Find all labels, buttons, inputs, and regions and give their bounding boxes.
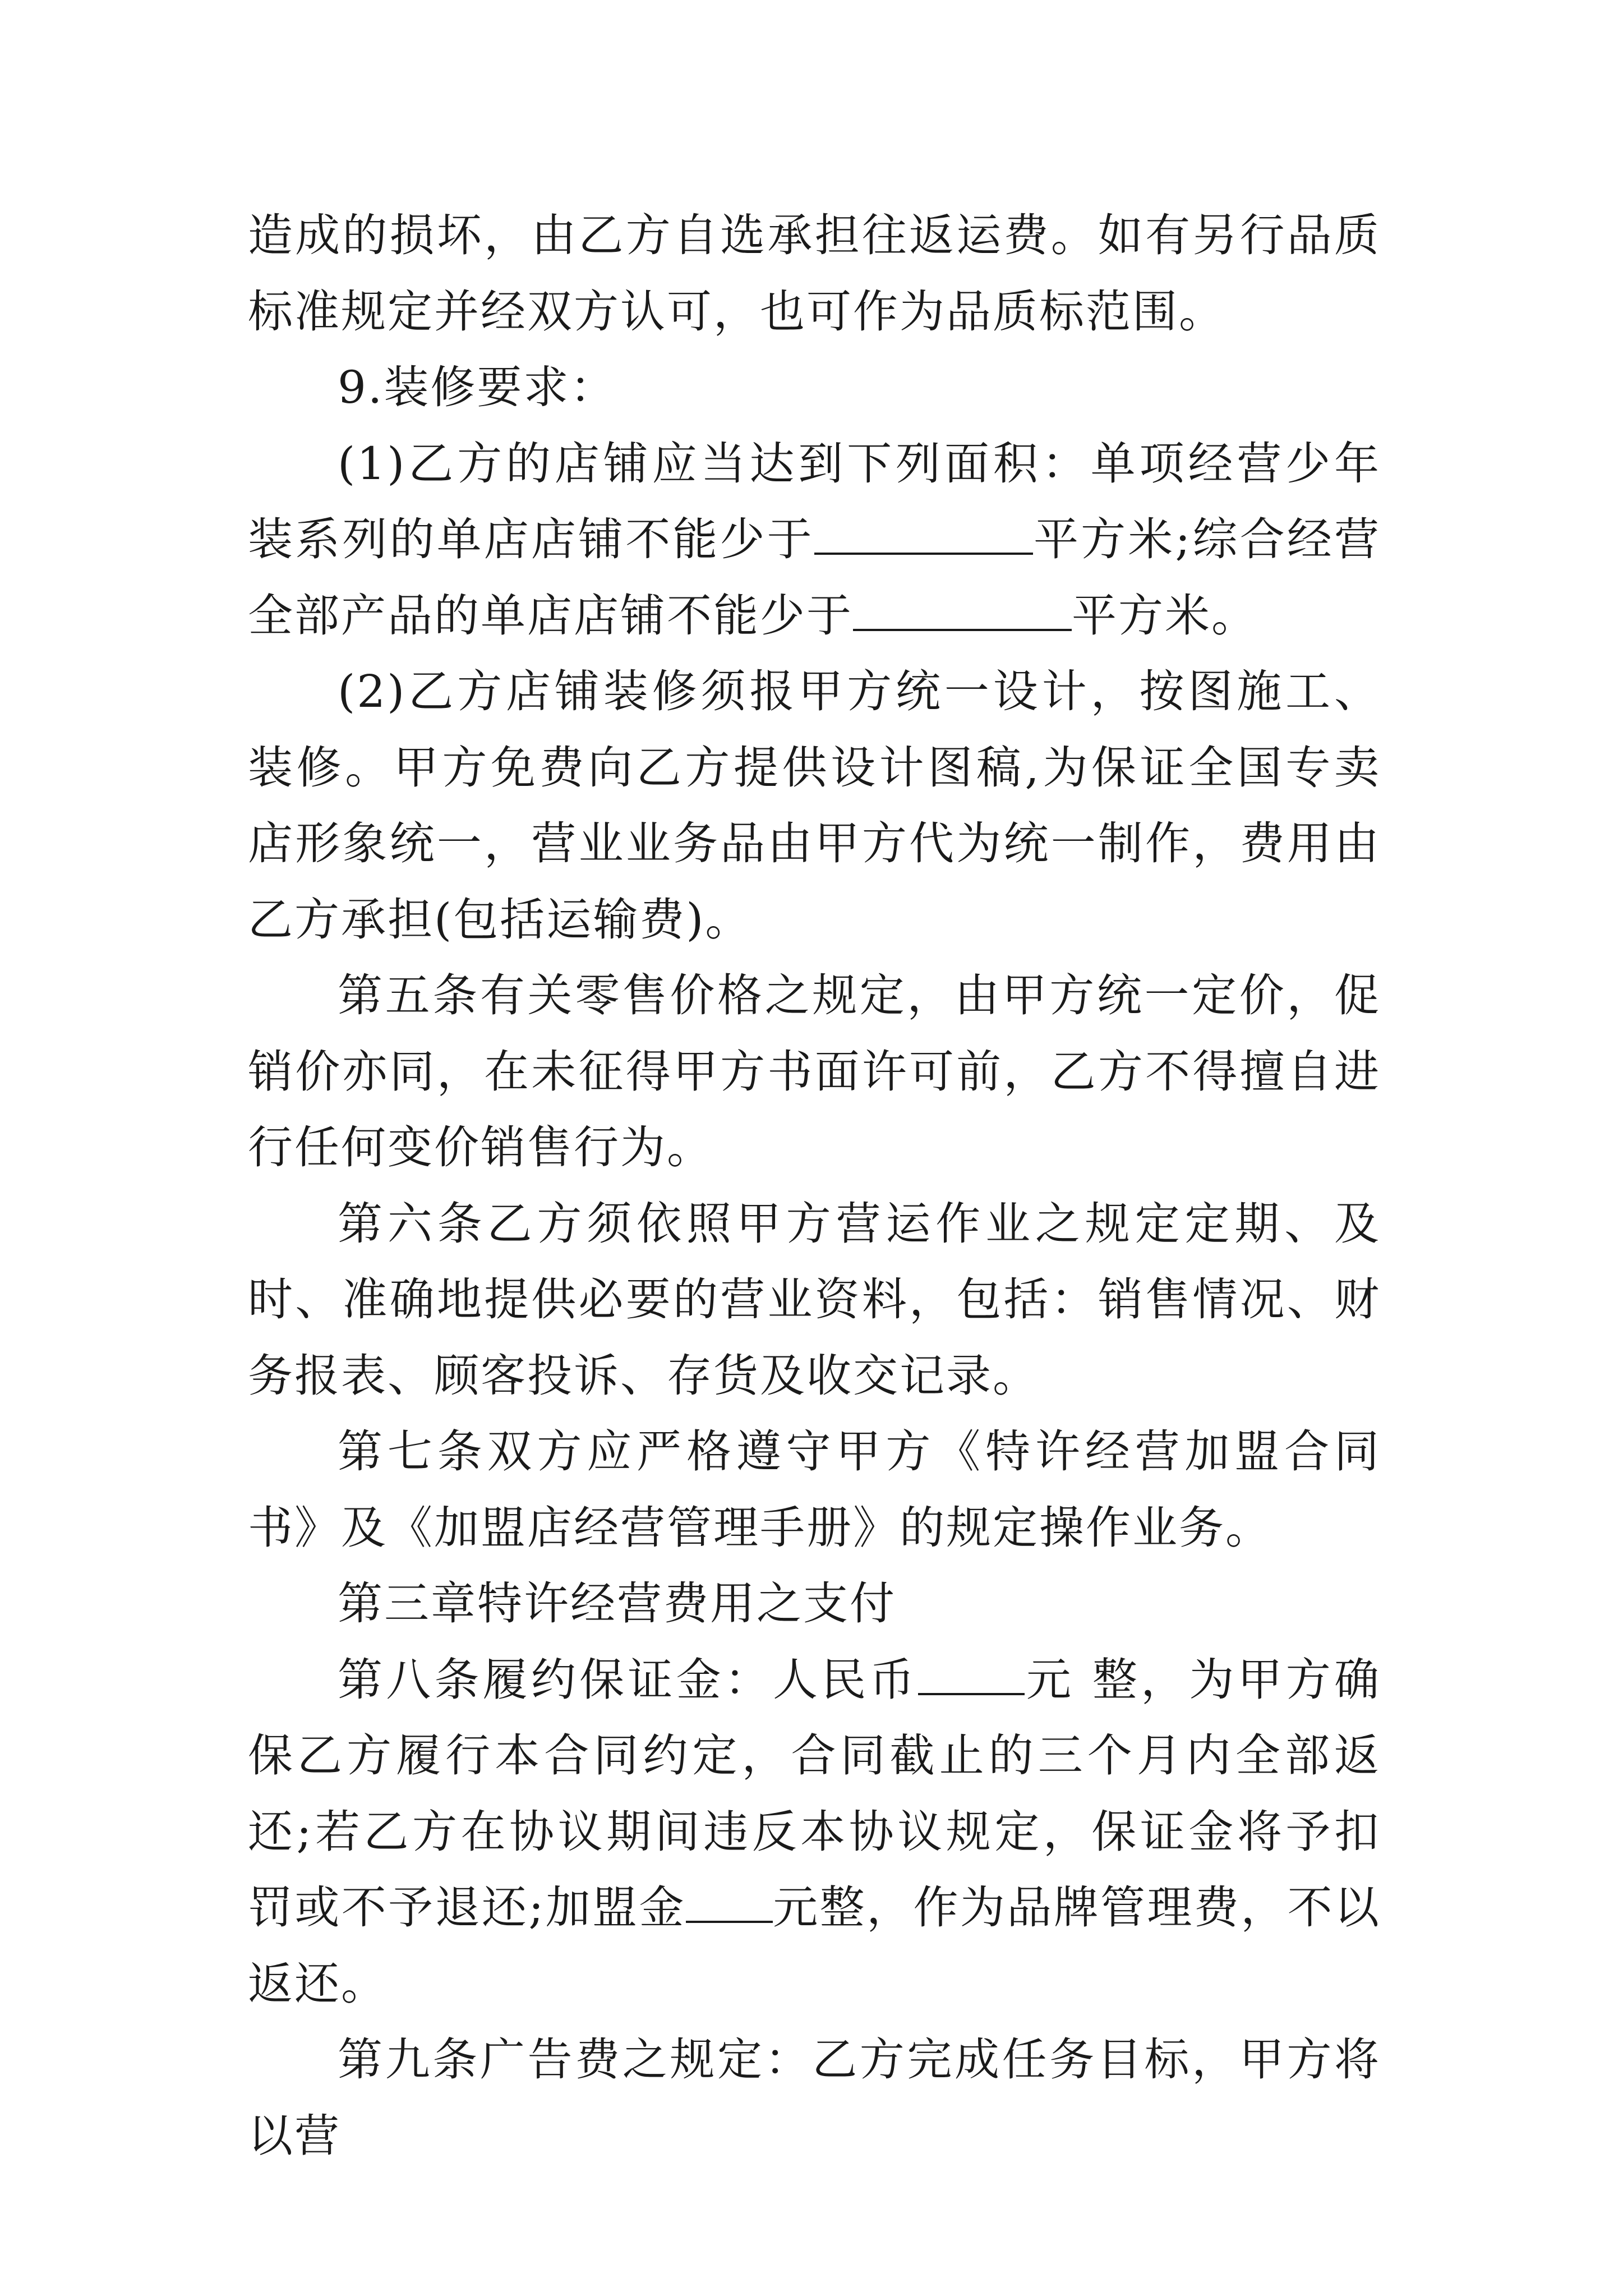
paragraph-text: 元整，作为品牌管理费，不以返还。 <box>248 1881 1381 2010</box>
paragraph-text: 第五条有关零售价格之规定，由甲方统一定价，促销价亦同，在未征得甲方书面许可前，乙方不得擅自进行任何变价销售行为。 <box>248 969 1381 1174</box>
paragraph <box>248 426 1381 654</box>
paragraph <box>248 958 1381 1186</box>
paragraph-text: 第七条双方应严格遵守甲方《特许经营加盟合同书》及《加盟店经营管理手册》的规定操作业务。 <box>248 1425 1381 1554</box>
paragraph-text: 造成的损坏，由乙方自选承担往返运费。如有另行品质标准规定并经双方认可，也可作为品质标范围。 <box>248 209 1381 338</box>
paragraph-text: 第九条广告费之规定：乙方完成任务目标，甲方将以营 <box>248 2033 1381 2162</box>
paragraph <box>248 2022 1381 2174</box>
paragraph-text: 平方米;综合经营全部产品的单店店铺不能少于 <box>248 513 1381 642</box>
paragraph <box>248 349 1381 426</box>
paragraph <box>248 1414 1381 1566</box>
paragraph-text: (1)乙方的店铺应当达到下列面积：单项经营少年装系列的单店店铺不能少于 <box>248 437 1381 565</box>
paragraph-text: 9.装修要求： <box>338 361 617 413</box>
paragraph-text: (2)乙方店铺装修须报甲方统一设计，按图施工、装修。甲方免费向乙方提供设计图稿,为保证全国专卖店形象统一，营业业务品由甲方代为统一制作，费用由乙方承担(包括运输费)。 <box>248 665 1381 946</box>
fill-in-blank <box>686 1879 773 1923</box>
paragraph <box>248 1186 1381 1414</box>
paragraph <box>248 654 1381 958</box>
paragraph <box>248 197 1381 349</box>
paragraph-text: 元 整，为甲方确保乙方履行本合同约定，合同截止的三个月内全部返还;若乙方在协议期间违反本协议规定，保证金将予扣罚或不予退还;加盟金 <box>248 1653 1381 1934</box>
paragraph-text: 第八条履约保证金：人民币 <box>338 1653 918 1706</box>
paragraph <box>248 1566 1381 1642</box>
fill-in-blank <box>814 511 1033 555</box>
document-body <box>248 197 1381 2174</box>
paragraph-text: 平方米。 <box>1072 589 1258 642</box>
paragraph-text: 第三章特许经营费用之支付 <box>338 1577 896 1630</box>
fill-in-blank <box>918 1651 1025 1695</box>
fill-in-blank <box>853 587 1072 631</box>
paragraph <box>248 1642 1381 2022</box>
paragraph-text: 第六条乙方须依照甲方营运作业之规定定期、及时、准确地提供必要的营业资料，包括：销售情况、财务报表、顾客投诉、存货及收交记录。 <box>248 1197 1381 1402</box>
